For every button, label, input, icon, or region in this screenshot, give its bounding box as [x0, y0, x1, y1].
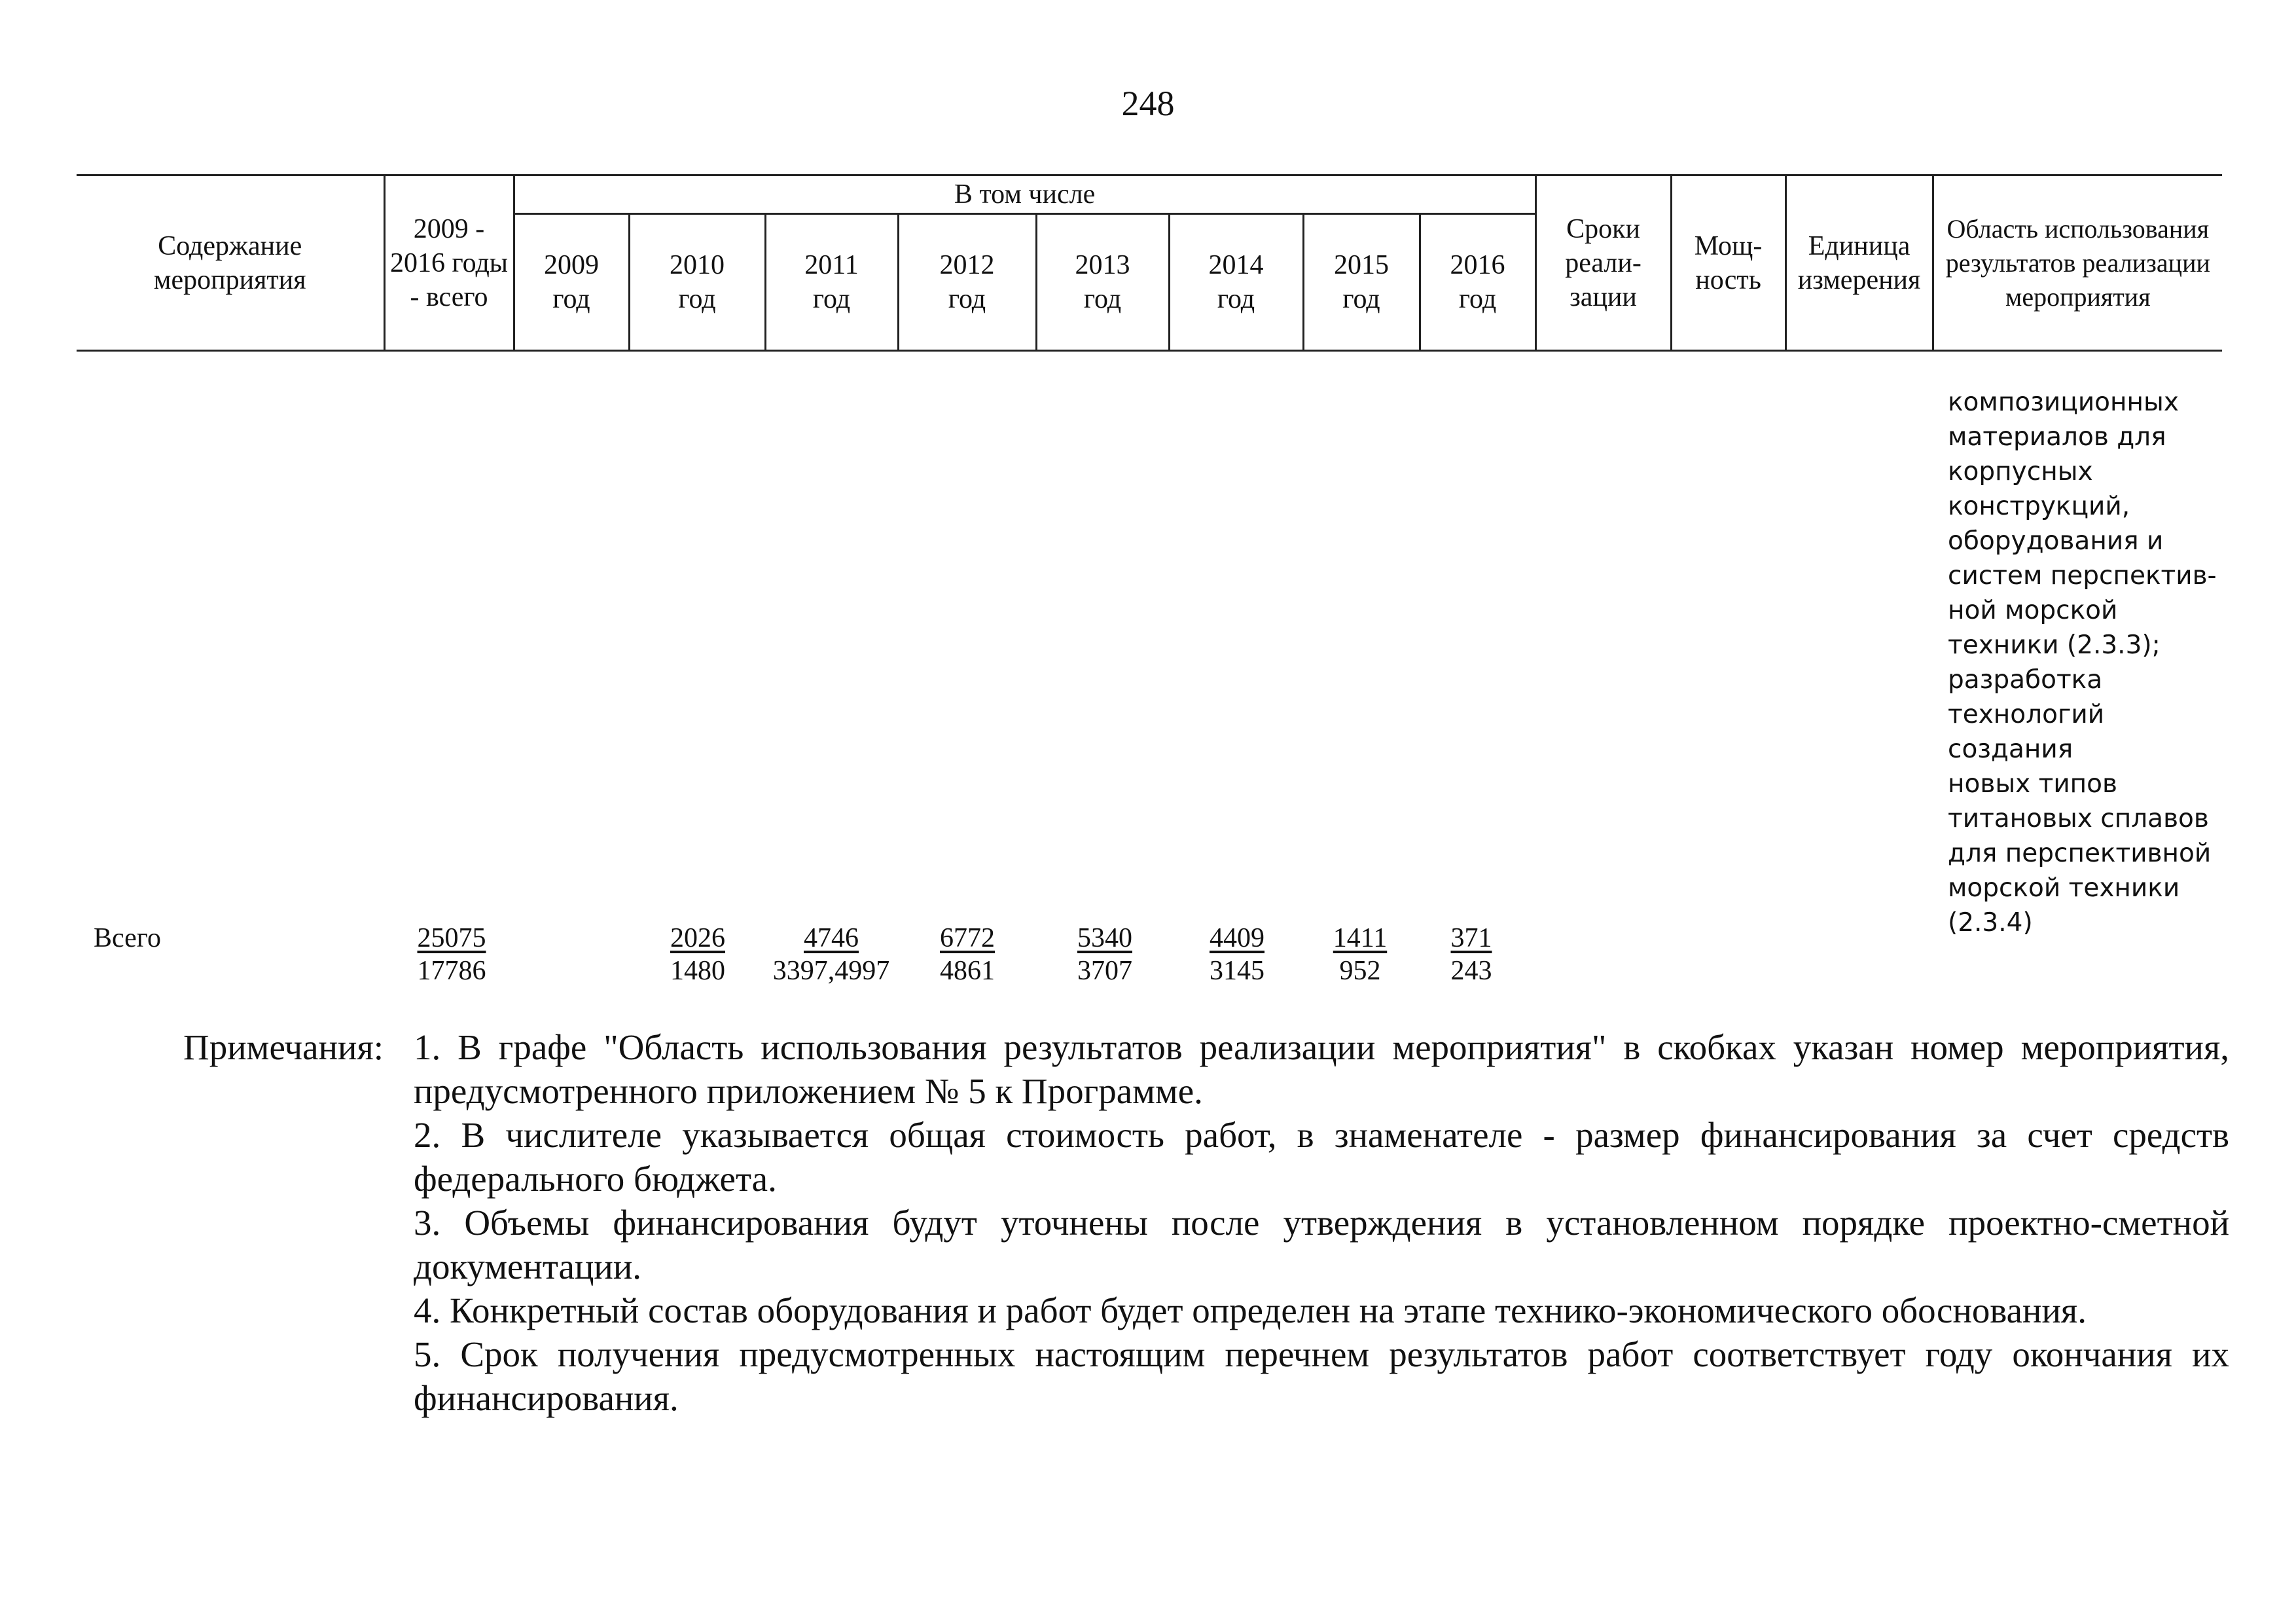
header-year-2016: 2016 год	[1420, 214, 1535, 351]
header-terms: Сроки реали- зации	[1535, 175, 1671, 351]
total-2010: $\frac{2026}{1480}$	[670, 923, 725, 986]
note-item: 1. В графе "Область использования результатов реализации мероприятия" в скобках указан номер мероприятия, предусмотренного приложением № 5 к Программе.	[414, 1027, 2229, 1111]
total-2013: $\frac{5340}{3707}$	[1077, 923, 1132, 986]
note-item: 5. Срок получения предусмотренных настоящим перечнем результатов работ соответствует году окончания их финансирования.	[414, 1334, 2229, 1418]
header-year-2012: 2012 год	[898, 214, 1036, 351]
note-item: 3. Объемы финансирования будут уточнены после утверждения в установленном порядке проектно-сметной документации.	[414, 1203, 2229, 1286]
header-capacity: Мощ- ность	[1671, 175, 1785, 351]
total-2014: $\frac{4409}{3145}$	[1210, 923, 1265, 986]
note-item: 2. В числителе указывается общая стоимость работ, в знаменателе - размер финансирования за счет средств федерального бюджета.	[414, 1115, 2229, 1199]
total-row-label: Всего	[94, 923, 161, 953]
header-table	[77, 174, 2222, 352]
header-unit: Единица измерения	[1785, 175, 1933, 351]
page-number: 248	[1121, 84, 1175, 123]
total-2015: $\frac{1411}{952}$	[1333, 923, 1388, 986]
total-2011: $\frac{4746}{3397,4997}$	[772, 923, 890, 986]
header-content: Содержание мероприятия	[77, 175, 384, 351]
total-all-years: $\frac{25075}{17786}$	[417, 923, 486, 986]
header-year-2011: 2011 год	[765, 214, 898, 351]
notes-list	[414, 1025, 2229, 1420]
header-including: В том числе	[514, 175, 1535, 214]
header-total: 2009 - 2016 годы - всего	[384, 175, 514, 351]
header-year-2013: 2013 год	[1036, 214, 1169, 351]
total-2012: $\frac{6772}{4861}$	[940, 923, 995, 986]
header-year-2010: 2010 год	[629, 214, 765, 351]
header-year-2009: 2009 год	[514, 214, 629, 351]
header-year-2015: 2015 год	[1303, 214, 1420, 351]
note-item: 4. Конкретный состав оборудования и работ будет определен на этапе технико-экономического обоснования.	[414, 1290, 2087, 1330]
header-area: Область использования результатов реализации мероприятия	[1933, 175, 2222, 351]
header-year-2014: 2014 год	[1169, 214, 1303, 351]
notes-label: Примечания:	[183, 1027, 384, 1067]
area-of-use-text: композиционных материалов для корпусных конструкций, оборудования и систем перспектив- ной морской техники (2.3.3); разработка технологий создания новых типов титановых сплавов для перспективной морской техники (2.3.4)	[1948, 388, 2217, 938]
total-2016: $\frac{371}{243}$	[1450, 923, 1492, 986]
